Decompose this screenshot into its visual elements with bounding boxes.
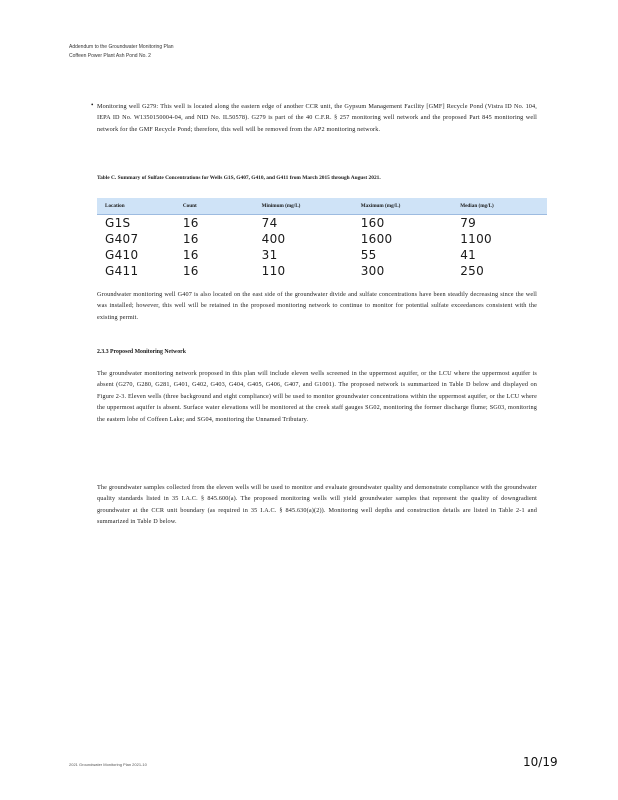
paragraph-samples xyxy=(97,482,537,528)
header-count: Count xyxy=(175,198,254,215)
cell-location: G410 xyxy=(105,248,139,262)
cell-maximum: 1600 xyxy=(360,232,393,246)
cell-minimum: 74 xyxy=(261,216,278,230)
section-heading: 2.3.3 Proposed Monitoring Network xyxy=(97,349,186,355)
cell-minimum: 31 xyxy=(261,248,278,262)
table-caption: Table C. Summary of Sulfate Concentrations for Wells G1S, G407, G410, and G411 from March 2015 through August 2021. xyxy=(97,175,381,181)
running-header xyxy=(69,43,174,61)
header-minimum: Minimum (mg/L) xyxy=(254,198,353,215)
table-row xyxy=(97,263,547,279)
cell-median: 1100 xyxy=(460,232,492,246)
cell-count: 16 xyxy=(182,232,199,246)
cell-count: 16 xyxy=(182,264,199,278)
paragraph-g407-text: Groundwater monitoring well G407 is also located on the east side of the groundwater divide and sulfate concentrations have been steadily decreasing since the well was installed; however, this well will be retained in the proposed monitoring network to continue to monitor for potential sulfate exceedances consistent with the existing permit. xyxy=(97,291,537,321)
paragraph-network-text: The groundwater monitoring network proposed in this plan will include eleven wells screened in the uppermost aquifer, or the LCU where the uppermost aquifer is absent (G270, G280, G281, G401, G402, G403, G404, G405, G406, G407, and G1001). The proposed network is summarized in Table D below and displayed on Figure 2-3. Eleven wells (three background and eight compliance) will be used to monitor groundwater concentrations within the uppermost aquifer, or the LCU where the uppermost aquifer is absent. Surface water elevations will be monitored at the creek staff gauges SG02, monitoring the former discharge flume; SG03, monitoring the eastern lobe of Coffeen Lake; and SG04, monitoring the Unnamed Tributary. xyxy=(97,370,537,423)
header-line-2: Coffeen Power Plant Ash Pond No. 2 xyxy=(69,53,151,59)
cell-location: G411 xyxy=(105,264,139,278)
paragraph-g407 xyxy=(97,289,537,323)
bullet-icon: • xyxy=(91,101,94,109)
bullet-item xyxy=(91,101,537,135)
paragraph-network xyxy=(97,368,537,425)
cell-maximum: 300 xyxy=(360,264,385,278)
table-header-row xyxy=(97,198,547,215)
cell-count: 16 xyxy=(182,216,199,230)
cell-maximum: 55 xyxy=(360,248,377,262)
cell-location: G407 xyxy=(105,232,139,246)
header-line-1: Addendum to the Groundwater Monitoring Plan xyxy=(69,44,174,50)
bullet-paragraph: Monitoring well G279: This well is located along the eastern edge of another CCR unit, the Gypsum Management Facility [GMF] Recycle Pond (Vistra ID No. 104, IEPA ID No. W1350150004-04, and NID No. IL50578). G279 is part of the 40 C.F.R. § 257 monitoring well network and the proposed Part 845 monitoring well network for the GMF Recycle Pond; therefore, this well will be removed from the AP2 monitoring network. xyxy=(97,103,537,133)
cell-minimum: 400 xyxy=(261,232,286,246)
cell-maximum: 160 xyxy=(360,216,385,230)
page-number: 10/19 xyxy=(523,755,558,769)
sulfate-table xyxy=(97,198,547,279)
header-median: Median (mg/L) xyxy=(452,198,547,215)
cell-median: 41 xyxy=(460,248,477,262)
cell-median: 250 xyxy=(460,264,485,278)
cell-median: 79 xyxy=(460,216,477,230)
table-row xyxy=(97,231,547,247)
paragraph-samples-text: The groundwater samples collected from the eleven wells will be used to monitor and evaluate groundwater quality and demonstrate compliance with the groundwater quality standards listed in 35 I.A.C. § 845.600(a). The proposed monitoring wells will yield groundwater samples that represent the quality of downgradient groundwater at the CCR unit boundary (as required in 35 I.A.C. § 845.630(a)(2)). Monitoring well depths and construction details are listed in Table 2-1 and summarized in Table D below. xyxy=(97,484,537,526)
cell-count: 16 xyxy=(182,248,199,262)
header-maximum: Maximum (mg/L) xyxy=(353,198,453,215)
footer-text: 2021 Groundwater Monitoring Plan 2021-10 xyxy=(69,762,147,767)
header-location: Location xyxy=(97,198,175,215)
cell-minimum: 110 xyxy=(261,264,286,278)
cell-location: G1S xyxy=(105,216,131,230)
table-row xyxy=(97,247,547,263)
table-row xyxy=(97,215,547,232)
